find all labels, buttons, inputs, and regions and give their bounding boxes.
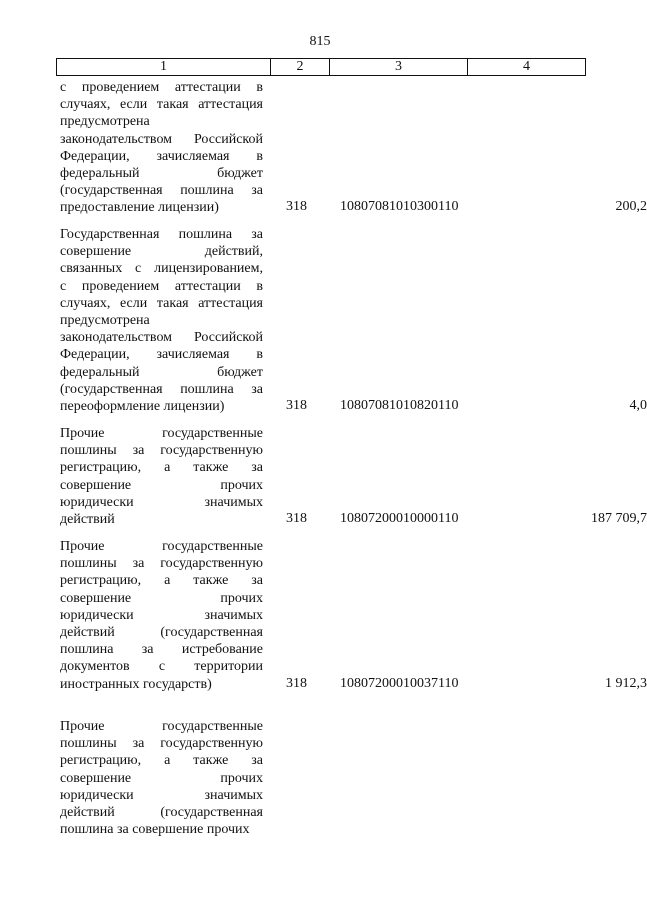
description-line: предусмотрена (60, 313, 150, 329)
budget-code: 10807200010000110 (340, 511, 459, 526)
admin-code: 318 (286, 511, 307, 526)
description-line: Прочие государственные (60, 426, 263, 441)
budget-code: 10807081010820110 (340, 398, 459, 413)
amount-value: 4,0 (629, 398, 647, 413)
description-line: совершение прочих (60, 770, 263, 786)
header-col-2: 2 (271, 59, 330, 75)
description-line: законодательством Российской (60, 330, 263, 346)
description-line: (государственная пошлина за (60, 381, 263, 397)
admin-code: 318 (286, 398, 307, 413)
description-line: связанных с лицензированием, (60, 261, 263, 277)
row-description (60, 79, 263, 217)
description-line: юридически значимых (60, 607, 263, 623)
description-line: Федерации, зачисляемая в (60, 148, 263, 164)
amount-value: 187 709,7 (591, 511, 647, 526)
description-line: регистрацию, а также за (60, 753, 263, 769)
description-line: пошлины за государственную (60, 556, 263, 572)
description-line: документов с территории (60, 659, 263, 675)
header-col-3: 3 (330, 59, 468, 75)
description-line: предусмотрена (60, 114, 150, 130)
description-line: Прочие государственные (60, 719, 263, 734)
description-line: пошлина за совершение прочих (60, 822, 250, 838)
description-line: федеральный бюджет (60, 166, 263, 182)
header-col-1: 1 (57, 59, 271, 75)
description-line: иностранных государств) (60, 676, 212, 692)
description-line: действий (60, 512, 115, 528)
description-line: Прочие государственные (60, 539, 263, 554)
description-line: с проведением аттестации в (60, 80, 263, 95)
description-line: случаях, если такая аттестация (60, 295, 263, 311)
description-line: совершение действий, (60, 244, 263, 260)
description-line: действий (государственная (60, 625, 263, 641)
row-description (60, 718, 263, 838)
table-header-row (56, 58, 586, 76)
admin-code: 318 (286, 199, 307, 214)
row-description (60, 226, 263, 415)
description-line: юридически значимых (60, 787, 263, 803)
description-line: случаях, если такая аттестация (60, 97, 263, 113)
description-line: совершение прочих (60, 590, 263, 606)
description-line: пошлины за государственную (60, 736, 263, 752)
budget-code: 10807081010300110 (340, 199, 459, 214)
admin-code: 318 (286, 676, 307, 691)
description-line: переоформление лицензии) (60, 399, 225, 415)
row-description (60, 538, 263, 693)
header-col-4: 4 (523, 59, 530, 74)
row-description (60, 425, 263, 528)
description-line: совершение прочих (60, 477, 263, 493)
page-number: 815 (309, 34, 331, 49)
description-line: регистрацию, а также за (60, 573, 263, 589)
description-line: регистрацию, а также за (60, 460, 263, 476)
description-line: (государственная пошлина за (60, 183, 263, 199)
amount-value: 200,2 (615, 199, 647, 214)
amount-value: 1 912,3 (605, 676, 647, 691)
description-line: с проведением аттестации в (60, 278, 263, 294)
description-line: законодательством Российской (60, 131, 263, 147)
description-line: федеральный бюджет (60, 364, 263, 380)
description-line: действий (государственная (60, 805, 263, 821)
description-line: Федерации, зачисляемая в (60, 347, 263, 363)
description-line: пошлина за истребование (60, 642, 263, 658)
description-line: юридически значимых (60, 494, 263, 510)
description-line: предоставление лицензии) (60, 200, 219, 216)
description-line: пошлины за государственную (60, 443, 263, 459)
budget-code: 10807200010037110 (340, 676, 459, 691)
description-line: Государственная пошлина за (60, 227, 263, 242)
